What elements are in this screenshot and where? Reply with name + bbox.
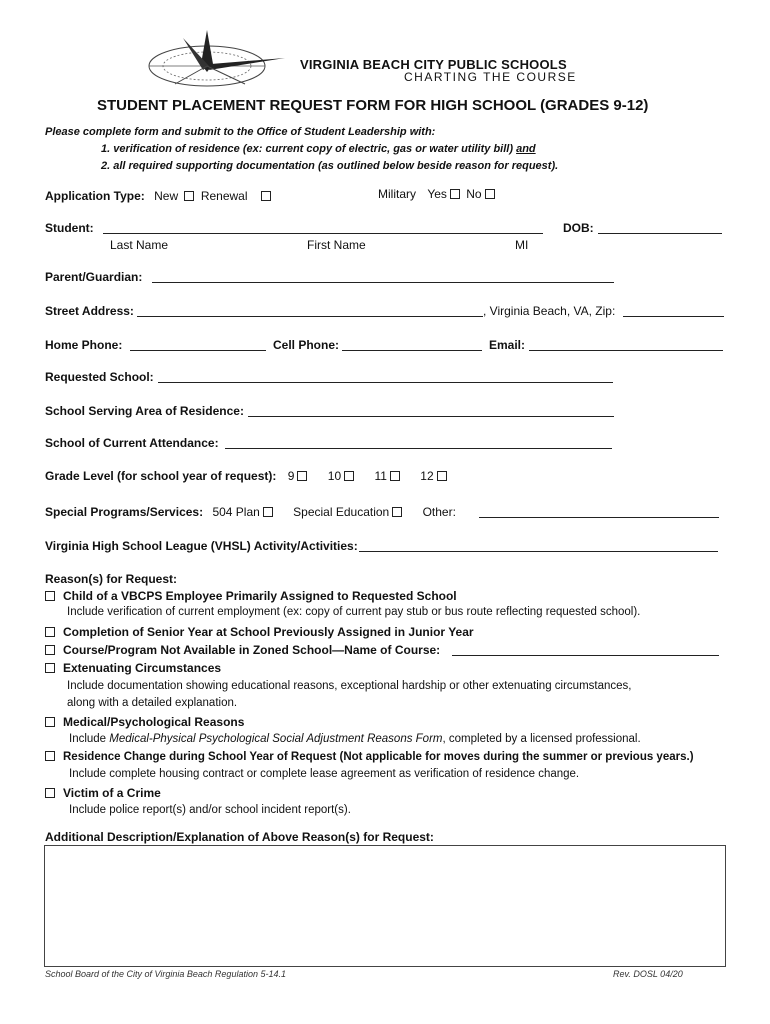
current-school-label: School of Current Attendance: <box>45 436 219 450</box>
reason-course <box>45 643 440 657</box>
grade-11-label: 11 <box>374 469 387 483</box>
military-no-label: No <box>466 187 482 201</box>
student-name-field[interactable] <box>103 233 543 234</box>
grade-9-label: 9 <box>287 469 295 483</box>
footer-regulation: School Board of the City of Virginia Beach Regulation 5-14.1 <box>45 969 286 979</box>
additional-description-box[interactable] <box>44 845 726 967</box>
reason-senior-year <box>45 625 474 639</box>
instructions-intro: Please complete form and submit to the Office of Student Leadership with: <box>45 126 436 138</box>
other-label: Other: <box>422 505 456 519</box>
reason-victim-checkbox[interactable] <box>45 788 55 798</box>
reason-medical-text: Medical/Psychological Reasons <box>63 715 245 729</box>
parent-label: Parent/Guardian: <box>45 270 143 284</box>
org-name: VIRGINIA BEACH CITY PUBLIC SCHOOLS <box>300 57 567 72</box>
grade-level-row <box>45 469 450 483</box>
other-program-field[interactable] <box>479 517 719 518</box>
reason-senior-year-text: Completion of Senior Year at School Previously Assigned in Junior Year <box>63 625 474 639</box>
form-title: STUDENT PLACEMENT REQUEST FORM FOR HIGH SCHOOL (GRADES 9-12) <box>97 97 649 114</box>
application-type-row <box>45 189 274 203</box>
grade-12-checkbox[interactable] <box>437 471 447 481</box>
military-no-checkbox[interactable] <box>485 189 495 199</box>
street-address-label: Street Address: <box>45 304 134 318</box>
instructions-item-2: 2. all required supporting documentation (as outlined below beside reason for request). <box>101 160 559 172</box>
military-label: Military <box>378 187 416 201</box>
zip-field[interactable] <box>623 316 724 317</box>
instructions-item-1-text: 1. verification of residence (ex: current copy of electric, gas or water utility bill) <box>101 143 514 155</box>
application-type-label: Application Type: <box>45 189 145 203</box>
home-phone-label: Home Phone: <box>45 338 123 352</box>
medical-note-c: , completed by a licensed professional. <box>442 733 641 745</box>
reason-extenuating-note-2: along with a detailed explanation. <box>67 697 238 709</box>
reason-residence-change-note: Include complete housing contract or complete lease agreement as verification of residence change. <box>69 768 580 780</box>
medical-form-name: Medical-Physical Psychological Social Adjustment Reasons Form <box>109 733 443 745</box>
reason-extenuating-note-1: Include documentation showing educational reasons, exceptional hardship or other extenuating circumstances, <box>67 680 632 692</box>
medical-note-a: Include <box>69 733 110 745</box>
military-yes-label: Yes <box>427 187 447 201</box>
email-field[interactable] <box>529 350 723 351</box>
requested-school-field[interactable] <box>158 382 613 383</box>
reason-victim <box>45 786 161 800</box>
serving-area-field[interactable] <box>248 416 614 417</box>
grade-level-label: Grade Level (for school year of request): <box>45 469 277 483</box>
footer-revision: Rev. DOSL 04/20 <box>613 969 683 979</box>
reasons-heading: Reason(s) for Request: <box>45 572 178 586</box>
additional-description-label: Additional Description/Explanation of Above Reason(s) for Request: <box>45 830 434 844</box>
reason-victim-note: Include police report(s) and/or school incident report(s). <box>69 804 351 816</box>
street-address-field[interactable] <box>137 316 483 317</box>
reason-course-text: Course/Program Not Available in Zoned School—Name of Course: <box>63 643 441 657</box>
cell-phone-label: Cell Phone: <box>273 338 340 352</box>
reason-residence-change-text: Residence Change during School Year of Request (Not applicable for moves during the summer or previous years.) <box>63 751 694 763</box>
vhsl-field[interactable] <box>359 551 718 552</box>
military-yes-checkbox[interactable] <box>450 189 460 199</box>
first-name-caption: First Name <box>307 238 366 252</box>
parent-field[interactable] <box>152 282 614 283</box>
grade-12-label: 12 <box>420 469 434 483</box>
grade-11-checkbox[interactable] <box>390 471 400 481</box>
reason-medical <box>45 715 244 729</box>
reason-extenuating <box>45 661 221 675</box>
new-checkbox[interactable] <box>184 191 194 201</box>
special-education-label: Special Education <box>293 505 390 519</box>
504-plan-checkbox[interactable] <box>263 507 273 517</box>
reason-employee-checkbox[interactable] <box>45 591 55 601</box>
reason-employee <box>45 589 457 603</box>
requested-school-label: Requested School: <box>45 370 154 384</box>
renewal-checkbox[interactable] <box>261 191 271 201</box>
reason-extenuating-text: Extenuating Circumstances <box>63 661 222 675</box>
new-label: New <box>154 189 179 203</box>
504-plan-label: 504 Plan <box>212 505 260 519</box>
renewal-label: Renewal <box>200 189 248 203</box>
last-name-caption: Last Name <box>110 238 169 252</box>
instructions-item-1 <box>101 143 536 155</box>
reason-extenuating-checkbox[interactable] <box>45 663 55 673</box>
reason-medical-note <box>69 733 641 745</box>
reason-residence-change-checkbox[interactable] <box>45 751 55 761</box>
grade-10-label: 10 <box>327 469 342 483</box>
home-phone-field[interactable] <box>130 350 266 351</box>
email-label: Email: <box>489 338 526 352</box>
vhsl-label: Virginia High School League (VHSL) Activity/Activities: <box>45 539 358 553</box>
mi-caption: MI <box>515 238 529 252</box>
student-label: Student: <box>45 221 94 235</box>
compass-logo <box>145 28 295 90</box>
special-programs-label: Special Programs/Services: <box>45 505 204 519</box>
reason-victim-text: Victim of a Crime <box>63 786 161 800</box>
instructions-and: and <box>516 143 536 155</box>
military-row <box>378 187 498 201</box>
reason-senior-year-checkbox[interactable] <box>45 627 55 637</box>
cell-phone-field[interactable] <box>342 350 482 351</box>
grade-9-checkbox[interactable] <box>297 471 307 481</box>
serving-area-label: School Serving Area of Residence: <box>45 404 244 418</box>
grade-10-checkbox[interactable] <box>344 471 354 481</box>
reason-employee-text: Child of a VBCPS Employee Primarily Assigned to Requested School <box>63 589 457 603</box>
reason-employee-note: Include verification of current employment (ex: copy of current pay stub or bus route reflecting requested school). <box>67 606 641 618</box>
org-tagline: CHARTING THE COURSE <box>404 70 577 84</box>
reason-medical-checkbox[interactable] <box>45 717 55 727</box>
reason-course-checkbox[interactable] <box>45 645 55 655</box>
reason-residence-change <box>45 751 694 763</box>
city-state-label: , Virginia Beach, VA, Zip: <box>483 304 616 318</box>
dob-field[interactable] <box>598 233 722 234</box>
current-school-field[interactable] <box>225 448 612 449</box>
course-name-field[interactable] <box>452 655 719 656</box>
dob-label: DOB: <box>563 221 594 235</box>
special-programs-row <box>45 505 456 519</box>
special-education-checkbox[interactable] <box>392 507 402 517</box>
